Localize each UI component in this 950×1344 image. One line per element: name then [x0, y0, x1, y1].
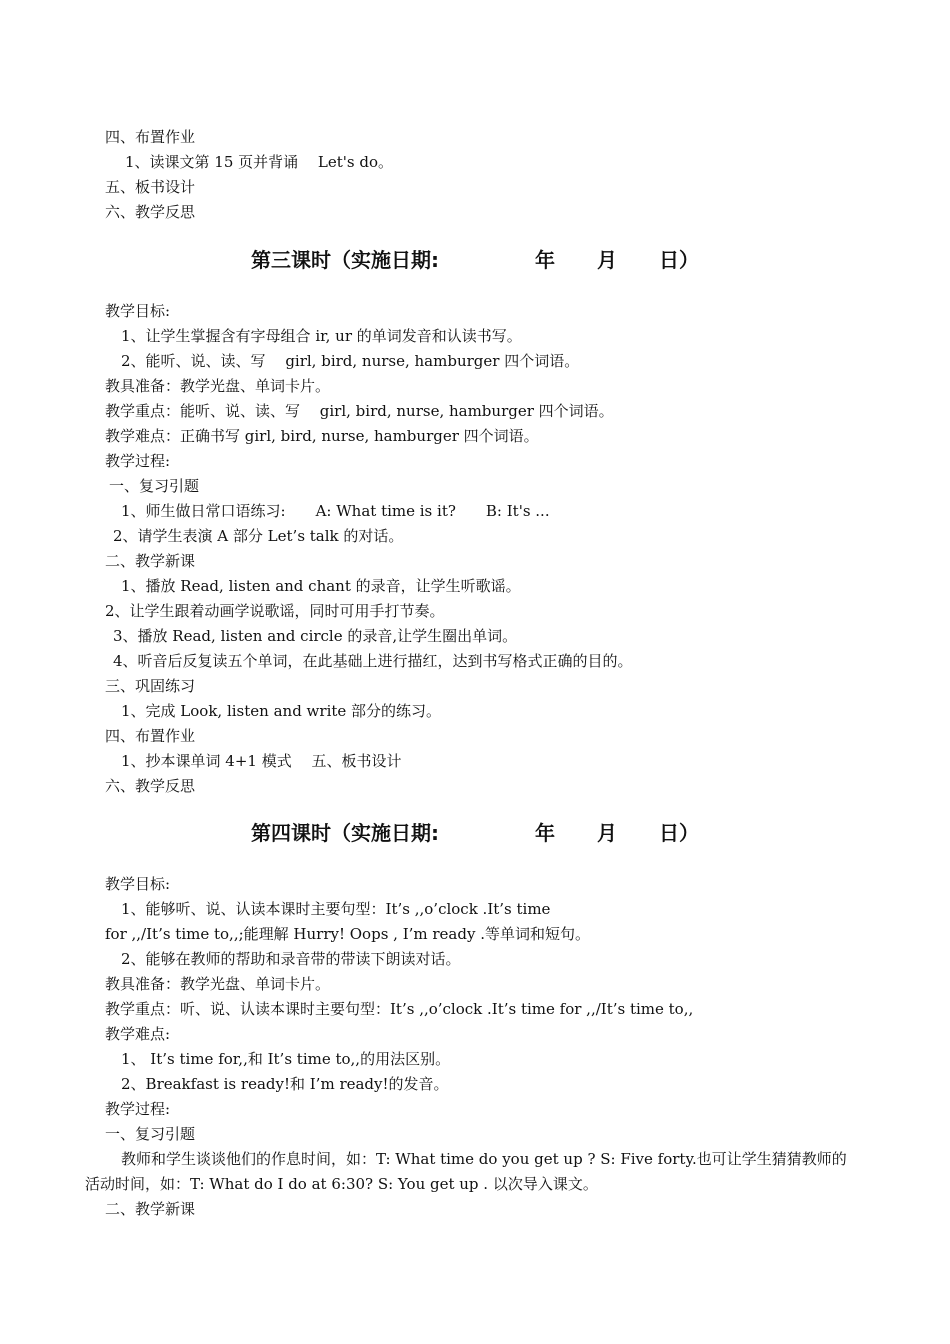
lesson3-line: 教学目标:: [105, 302, 171, 320]
section-heading-reflection: 六、教学反思: [105, 203, 196, 221]
lesson4-day: 日）: [659, 821, 699, 845]
lesson4-line: 教学重点：听、说、认读本课时主要句型：It’s ,,o’clock .It’s time for ,,/It’s time to,,: [105, 1000, 694, 1018]
lesson3-line: 1、抄本课单词 4+1 模式 五、板书设计: [121, 752, 402, 770]
lesson4-line: 教师和学生谈谈他们的作息时间，如：T: What time do you get up ? S: Five forty.也可让学生猜猜教师的: [121, 1150, 847, 1168]
lesson3-line: 1、让学生掌握含有字母组合 ir, ur 的单词发音和认读书写。: [121, 327, 522, 345]
lesson3-line: 教学重点：能听、说、读、写 girl, bird, nurse, hamburger 四个词语。: [105, 402, 614, 420]
lesson3-year: 年: [535, 248, 555, 272]
lesson3-line: 4、听音后反复读五个单词，在此基础上进行描红，达到书写格式正确的目的。: [113, 652, 633, 670]
lesson4-line: 1、 It’s time for,,和 It’s time to,,的用法区别。: [121, 1050, 451, 1068]
lesson4-month: 月: [597, 821, 617, 845]
lesson4-line: 2、能够在教师的帮助和录音带的带读下朗读对话。: [121, 950, 461, 968]
lesson3-line: 1、播放 Read, listen and chant 的录音，让学生听歌谣。: [121, 577, 521, 595]
section-heading-board-design: 五、板书设计: [105, 178, 196, 196]
lesson3-line: 三、巩固练习: [105, 677, 196, 695]
lesson4-line: 一、复习引题: [105, 1125, 196, 1143]
lesson3-line: 教学难点：正确书写 girl, bird, nurse, hamburger 四个词语。: [105, 427, 539, 445]
lesson3-line: 1、完成 Look, listen and write 部分的练习。: [121, 702, 442, 720]
lesson3-line: 1、师生做日常口语练习: A: What time is it? B: It's ...: [121, 502, 550, 520]
lesson3-line: 一、复习引题: [109, 477, 200, 495]
lesson4-line: 教学难点:: [105, 1025, 171, 1043]
lesson4-line: 2、Breakfast is ready!和 I’m ready!的发音。: [121, 1075, 449, 1093]
lesson3-title: [0, 246, 950, 274]
lesson3-line: 二、教学新课: [105, 552, 196, 570]
section-heading-homework: 四、布置作业: [105, 128, 196, 146]
lesson3-month: 月: [597, 248, 617, 272]
lesson4-title-text: 第四课时（实施日期:: [251, 821, 439, 845]
lesson3-line: 2、让学生跟着动画学说歌谣，同时可用手打节奏。: [105, 602, 445, 620]
lesson4-year: 年: [535, 821, 555, 845]
lesson3-line: 2、请学生表演 A 部分 Let’s talk 的对话。: [113, 527, 404, 545]
lesson3-line: 教学过程:: [105, 452, 171, 470]
lesson3-line: 教具准备：教学光盘、单词卡片。: [105, 377, 331, 395]
homework-item: 1、读课文第 15 页并背诵 Let's do。: [125, 153, 394, 171]
lesson4-line: 教学目标:: [105, 875, 171, 893]
lesson3-line: 六、教学反思: [105, 777, 196, 795]
lesson4-line: 教具准备：教学光盘、单词卡片。: [105, 975, 331, 993]
lesson4-line: 1、能够听、说、认读本课时主要句型：It’s ,,o’clock .It’s time: [121, 900, 551, 918]
lesson3-line: 四、布置作业: [105, 727, 196, 745]
lesson4-title: [0, 819, 950, 847]
lesson4-line: for ,,/It’s time to,,;能理解 Hurry! Oops , I’m ready .等单词和短句。: [105, 925, 590, 943]
lesson3-line: 3、播放 Read, listen and circle 的录音,让学生圈出单词。: [113, 627, 518, 645]
lesson4-line: 活动时间，如：T: What do I do at 6:30? S: You get up . 以次导入课文。: [85, 1175, 598, 1193]
lesson3-line: 2、能听、说、读、写 girl, bird, nurse, hamburger 四个词语。: [121, 352, 580, 370]
lesson4-line: 教学过程:: [105, 1100, 171, 1118]
lesson3-day: 日）: [659, 248, 699, 272]
lesson3-title-text: 第三课时（实施日期:: [251, 248, 439, 272]
lesson4-line: 二、教学新课: [105, 1200, 196, 1218]
